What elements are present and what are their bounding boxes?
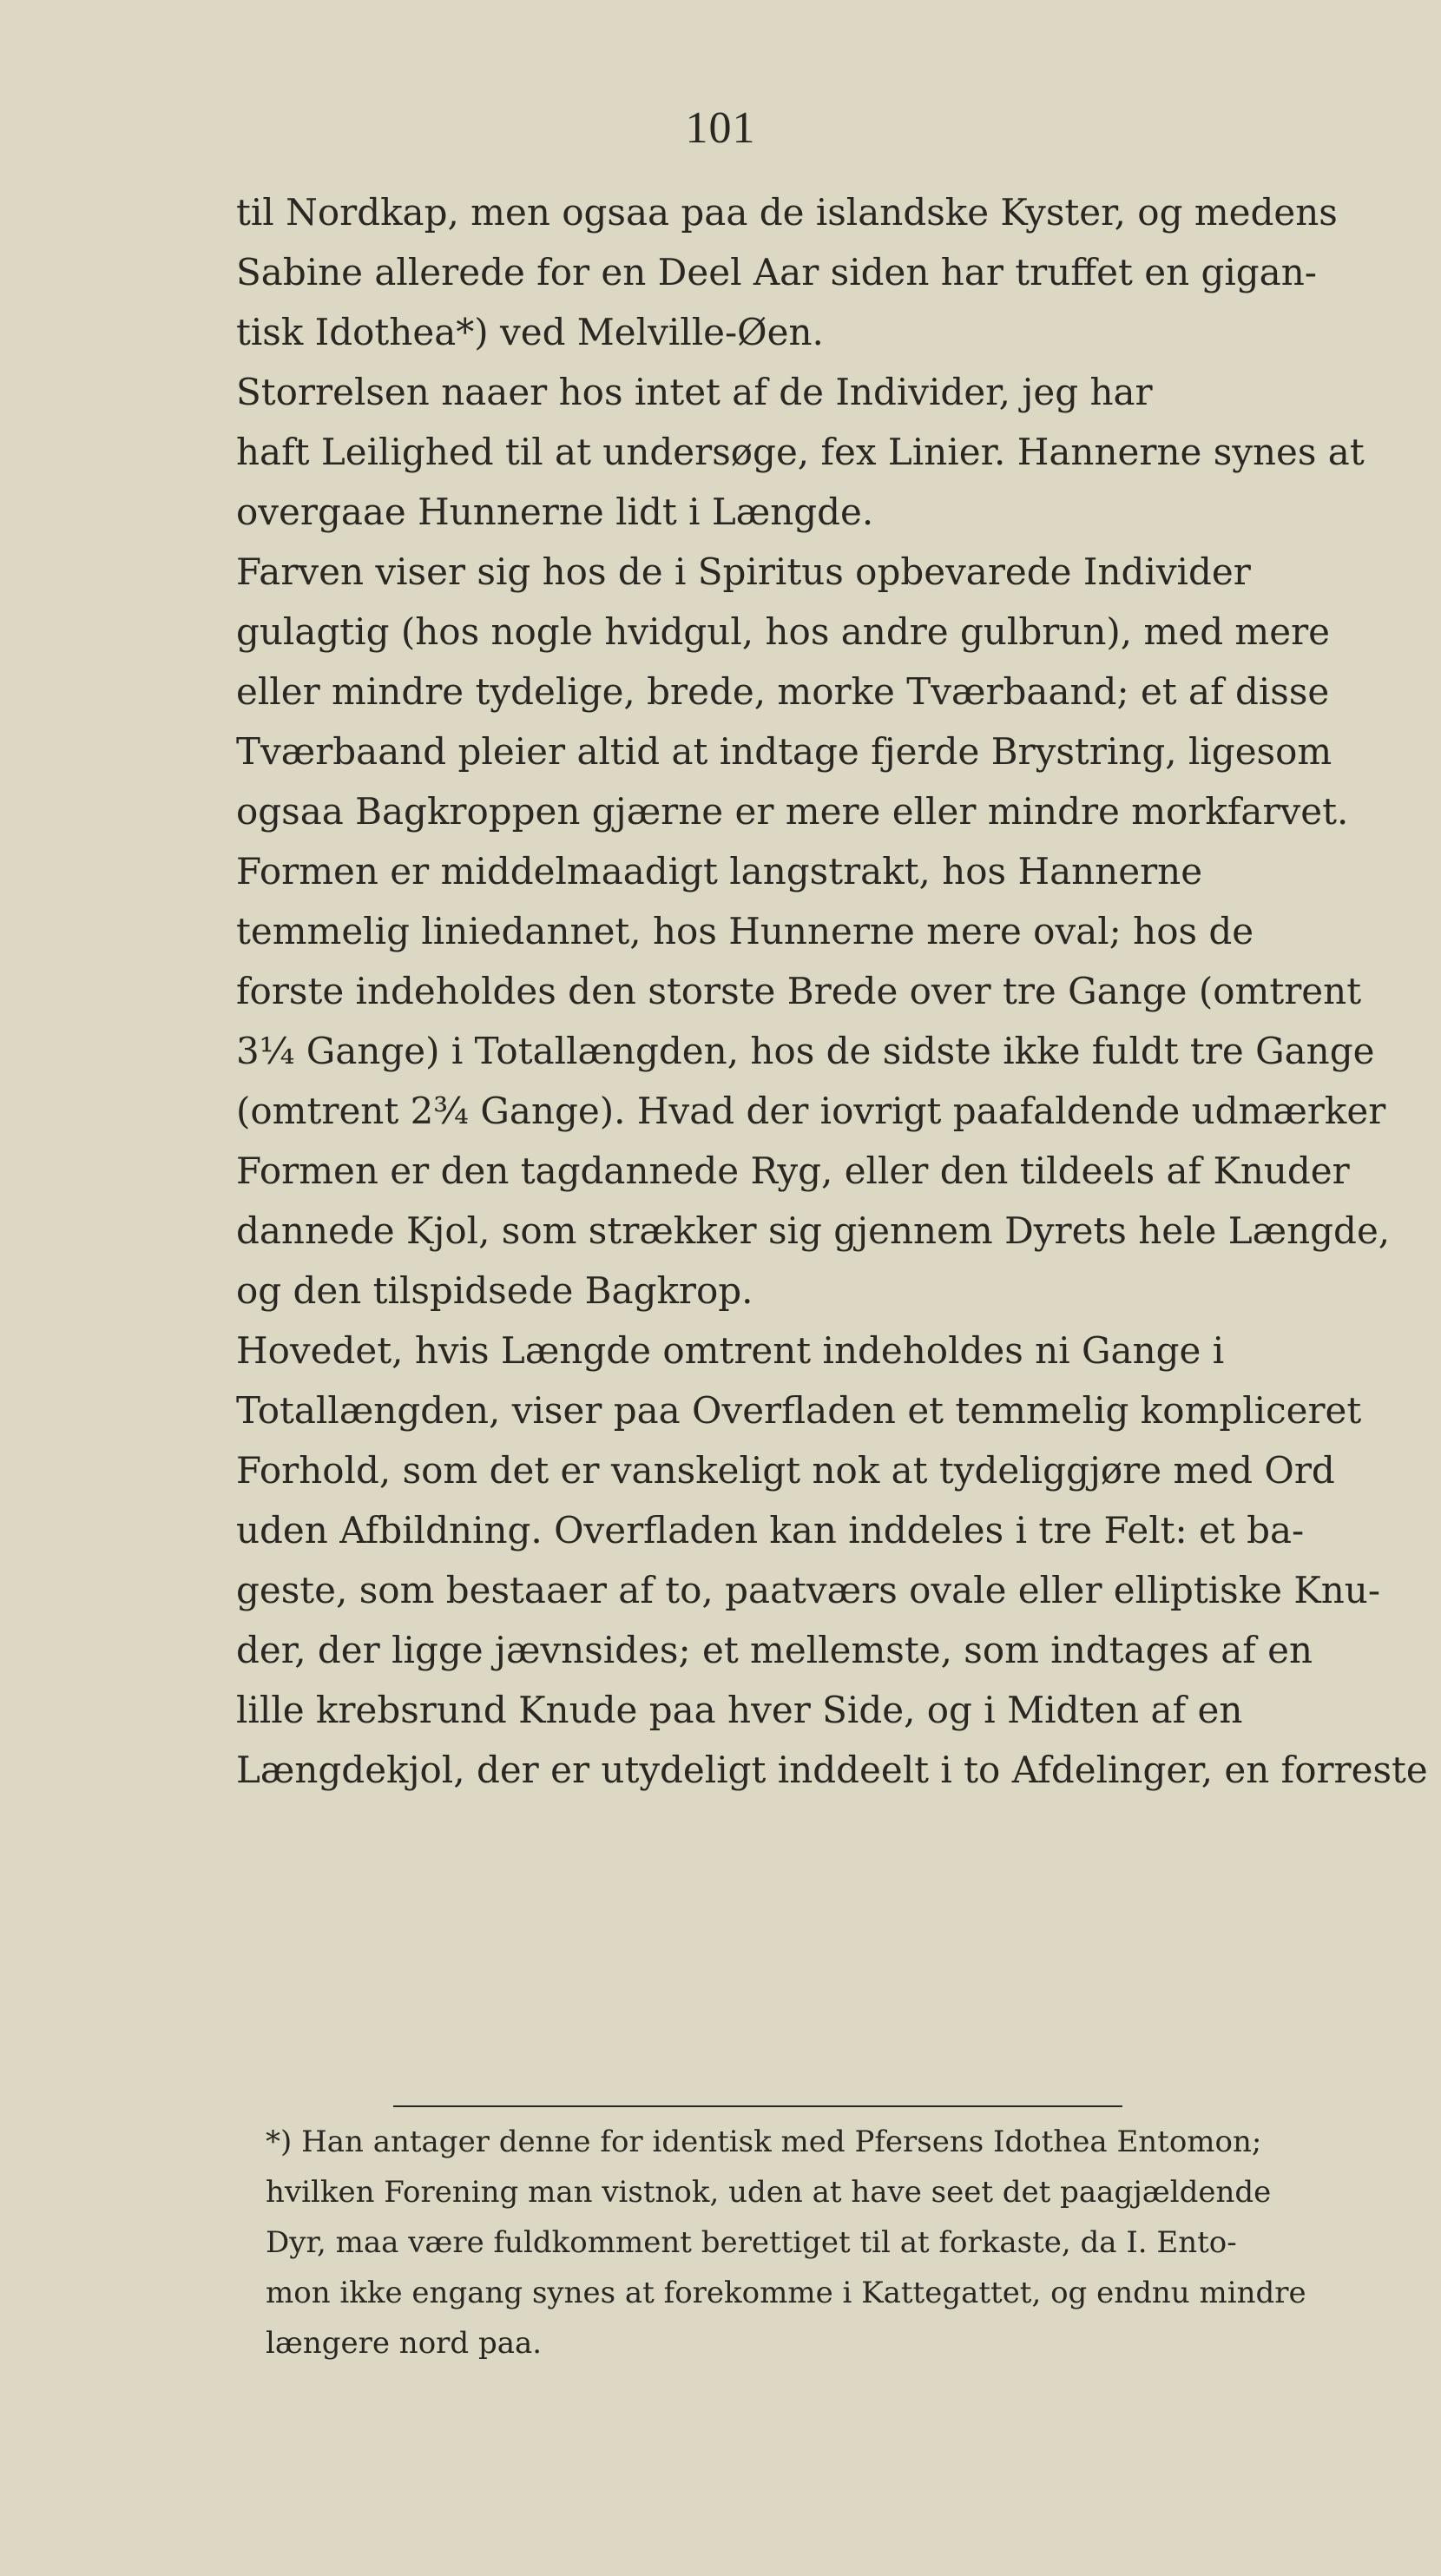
text-line: 3¼ Gange) i Totallængden, hos de sidste ikke fuldt tre Gange — [236, 1030, 1375, 1072]
text-line: Længdekjol, der er utydeligt inddeelt i to Afdelinger, en forreste — [236, 1749, 1428, 1791]
text-line: gulagtig (hos nogle hvidgul, hos andre gulbrun), med mere — [236, 610, 1331, 653]
text-line: Formen er middelmaadigt langstrakt, hos Hannerne — [236, 850, 1203, 893]
text-line: Farven viser sig hos de i Spiritus opbevarede Individer — [236, 550, 1251, 593]
body-text — [236, 182, 1428, 1800]
text-line: tisk Idothea*) ved Melville-Øen. — [236, 311, 824, 353]
text-line: Forhold, som det er vanskeligt nok at tydeliggjøre med Ord — [236, 1449, 1335, 1492]
text-line: Tværbaand pleier altid at indtage fjerde Brystring, ligesom — [236, 730, 1332, 773]
text-line: Storrelsen naaer hos intet af de Individer, jeg har — [236, 371, 1153, 413]
text-line: geste, som bestaaer af to, paatværs ovale eller elliptiske Knu- — [236, 1569, 1381, 1611]
text-line: lille krebsrund Knude paa hver Side, og i Midten af en — [236, 1689, 1243, 1731]
text-line: (omtrent 2¾ Gange). Hvad der iovrigt paafaldende udmærker — [236, 1090, 1386, 1132]
text-line: haft Leilighed til at undersøge, fex Linier. Hannerne synes at — [236, 431, 1365, 473]
text-line: der, der ligge jævnsides; et mellemste, som indtages af en — [236, 1629, 1313, 1671]
footnote-line: hvilken Forening man vistnok, uden at have seet det paagjældende — [266, 2175, 1272, 2210]
text-line: temmelig liniedannet, hos Hunnerne mere oval; hos de — [236, 910, 1254, 952]
text-line: til Nordkap, men ogsaa paa de islandske Kyster, og medens — [236, 191, 1338, 234]
footnote — [266, 2117, 1306, 2368]
text-line: ogsaa Bagkroppen gjærne er mere eller mindre morkfarvet. — [236, 790, 1349, 833]
text-line: Totallængden, viser paa Overfladen et temmelig kompliceret — [236, 1389, 1362, 1432]
footnote-rule — [393, 2105, 1122, 2107]
text-line: og den tilspidsede Bagkrop. — [236, 1269, 753, 1312]
text-line: Hovedet, hvis Længde omtrent indeholdes ni Gange i — [236, 1329, 1225, 1372]
text-line: Formen er den tagdannede Ryg, eller den tildeels af Knuder — [236, 1150, 1350, 1192]
footnote-line: mon ikke engang synes at forekomme i Kattegattet, og endnu mindre — [266, 2276, 1306, 2310]
footnote-line: længere nord paa. — [266, 2326, 543, 2361]
footnote-line: Dyr, maa være fuldkomment berettiget til at forkaste, da I. Ento- — [266, 2225, 1237, 2260]
text-line: dannede Kjol, som strækker sig gjennem Dyrets hele Længde, — [236, 1209, 1391, 1252]
text-line: Sabine allerede for en Deel Aar siden har truffet en gigan- — [236, 251, 1317, 293]
page-number: 101 — [685, 103, 756, 153]
footnote-line: *) Han antager denne for identisk med Pfersens Idothea Entomon; — [266, 2125, 1262, 2159]
text-line: forste indeholdes den storste Brede over tre Gange (omtrent — [236, 970, 1362, 1012]
text-line: uden Afbildning. Overfladen kan inddeles i tre Felt: et ba- — [236, 1509, 1305, 1552]
text-line: overgaae Hunnerne lidt i Længde. — [236, 491, 874, 533]
text-line: eller mindre tydelige, brede, morke Tværbaand; et af disse — [236, 670, 1330, 713]
